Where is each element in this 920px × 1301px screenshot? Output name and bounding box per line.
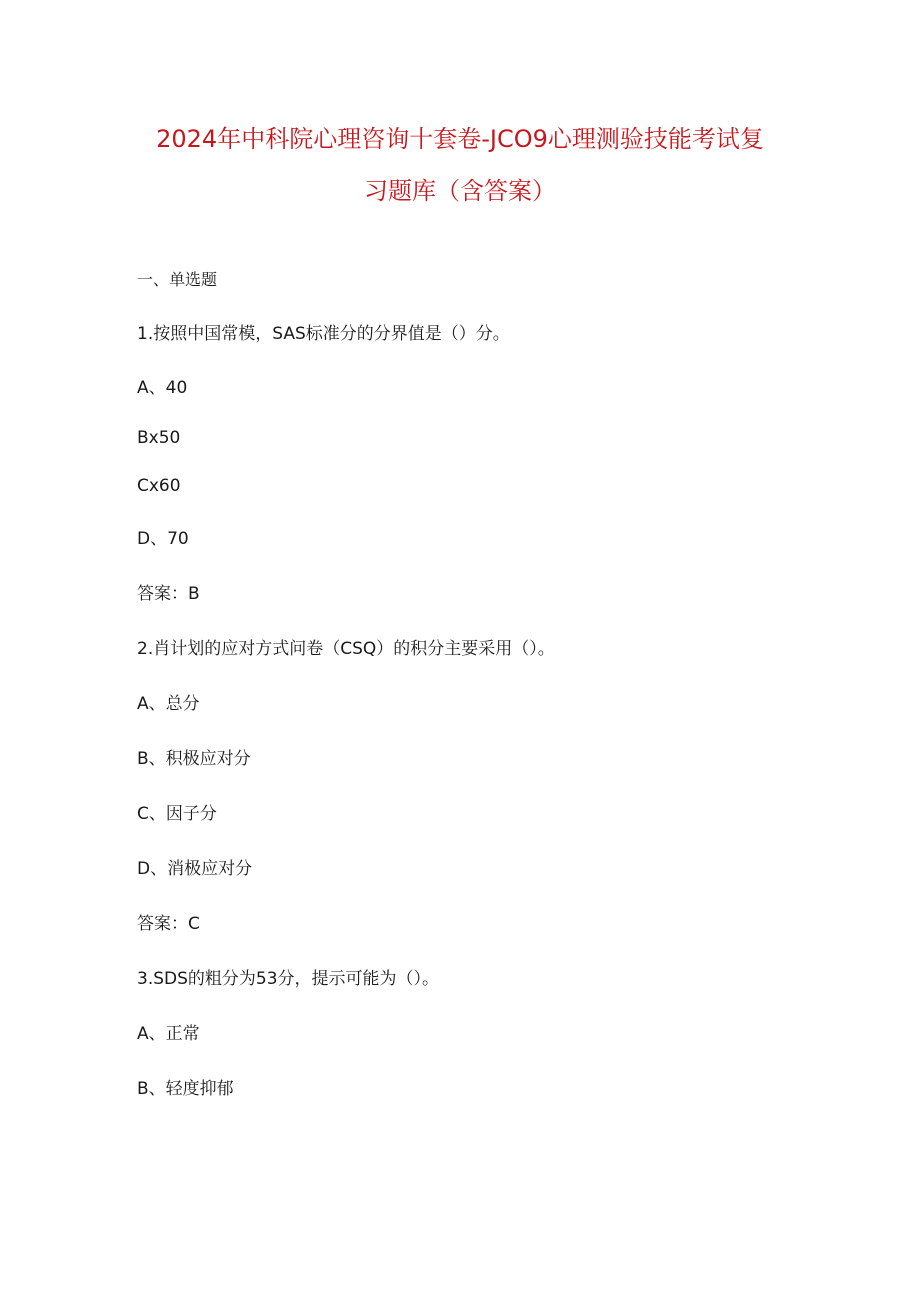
question-option: Cx60 — [137, 476, 181, 496]
section-heading: 一、单选题 — [137, 270, 218, 289]
question-stem: 3.SDS的粗分为53分，提示可能为（）。 — [137, 969, 440, 989]
question-option: Bx50 — [137, 428, 181, 448]
question-option: B、轻度抑郁 — [137, 1079, 234, 1099]
question-answer: 答案：C — [137, 914, 200, 934]
question-option: D、消极应对分 — [137, 859, 253, 879]
question-stem: 1.按照中国常模，SAS标准分的分界值是（）分。 — [137, 324, 510, 344]
document-title-line-1: 2024年中科院心理咨询十套卷-JCO9心理测验技能考试复 — [156, 125, 764, 153]
document-title-line-2: 习题库（含答案） — [364, 177, 556, 205]
question-stem: 2.肖计划的应对方式问卷（CSQ）的积分主要采用（）。 — [137, 639, 555, 659]
question-option: A、正常 — [137, 1024, 200, 1044]
question-answer: 答案：B — [137, 584, 200, 604]
question-option: C、因子分 — [137, 804, 217, 824]
question-option: B、积极应对分 — [137, 749, 251, 769]
question-option: A、总分 — [137, 694, 200, 714]
question-option: D、70 — [137, 529, 189, 549]
question-option: A、40 — [137, 378, 188, 398]
